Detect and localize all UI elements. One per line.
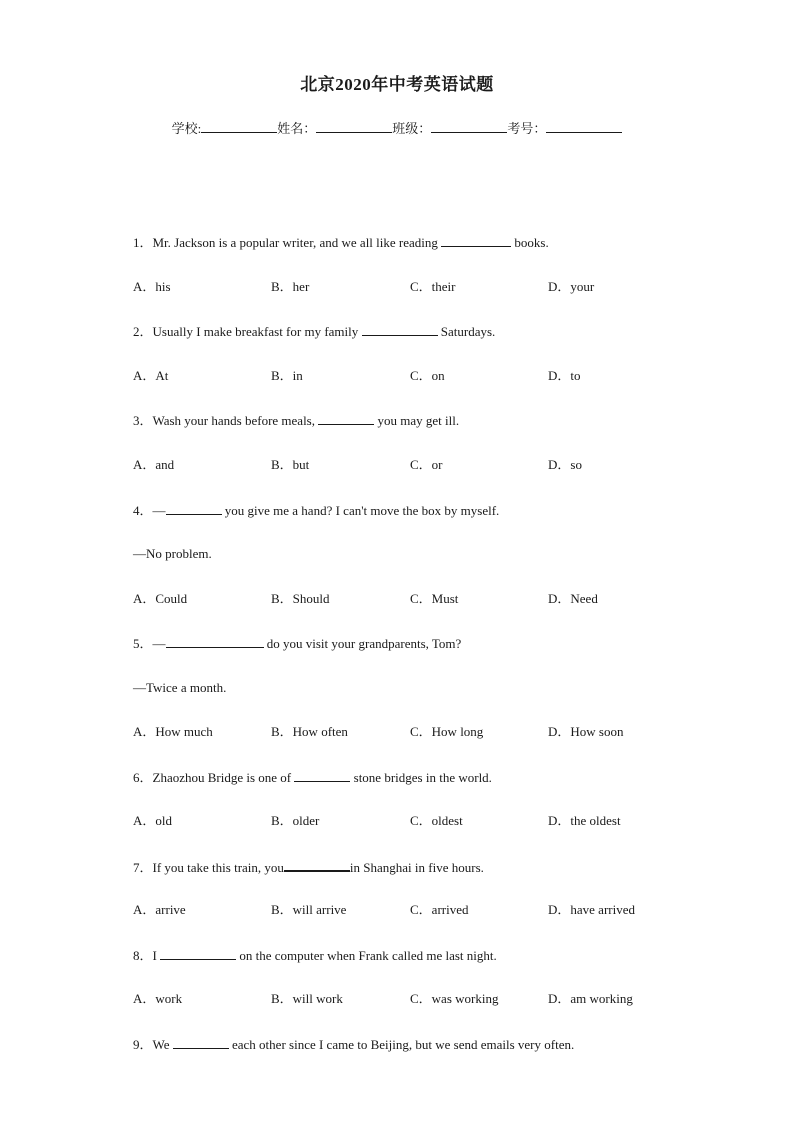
question-4 bbox=[133, 502, 499, 519]
option-c[interactable]: C．arrived bbox=[410, 902, 469, 917]
question-stem-end: books. bbox=[511, 235, 549, 250]
question-9 bbox=[133, 1036, 574, 1053]
answer-blank[interactable] bbox=[173, 1036, 229, 1049]
option-b[interactable]: B．will arrive bbox=[271, 902, 347, 917]
answer-blank[interactable] bbox=[294, 769, 350, 782]
option-d[interactable]: D．How soon bbox=[548, 724, 624, 739]
question-stem-end: each other since I came to Beijing, but we send emails very often. bbox=[228, 1037, 575, 1052]
option-a[interactable]: A．work bbox=[133, 991, 183, 1006]
option-a[interactable]: A．arrive bbox=[133, 902, 186, 917]
option-d[interactable]: D．am working bbox=[548, 991, 633, 1006]
option-c[interactable]: C．on bbox=[410, 368, 445, 383]
school-blank[interactable] bbox=[201, 120, 277, 133]
question-5 bbox=[133, 635, 461, 652]
question-6 bbox=[133, 769, 492, 786]
option-c[interactable]: C．oldest bbox=[410, 813, 463, 828]
question-stem: 2．Usually I make breakfast for my family bbox=[133, 324, 362, 339]
name-blank[interactable] bbox=[316, 120, 392, 133]
answer-blank[interactable] bbox=[318, 412, 374, 425]
question-stem-end: on the computer when Frank called me last night. bbox=[236, 948, 497, 963]
option-c[interactable]: C．Must bbox=[410, 591, 459, 606]
question-3 bbox=[133, 412, 459, 429]
option-a[interactable]: A．old bbox=[133, 813, 173, 828]
answer-blank[interactable] bbox=[284, 858, 350, 872]
exam-number-label: 考号： bbox=[507, 121, 547, 136]
question-stem: 1．Mr. Jackson is a popular writer, and we all like reading bbox=[133, 235, 442, 250]
class-blank[interactable] bbox=[431, 120, 507, 133]
option-c[interactable]: C．their bbox=[410, 279, 456, 294]
question-5-reply: —Twice a month. bbox=[133, 680, 227, 695]
question-stem: 7．If you take this train, you bbox=[133, 860, 284, 875]
option-d[interactable]: D．the oldest bbox=[548, 813, 621, 828]
answer-blank[interactable] bbox=[166, 502, 222, 515]
student-info-line bbox=[0, 118, 794, 137]
question-stem-end: Saturdays. bbox=[437, 324, 496, 339]
question-1 bbox=[133, 234, 549, 251]
question-stem-end: you give me a hand? I can't move the box by myself. bbox=[221, 503, 500, 518]
option-d[interactable]: D．your bbox=[548, 279, 595, 294]
question-stem-end: stone bridges in the world. bbox=[350, 770, 492, 785]
option-a[interactable]: A．How much bbox=[133, 724, 213, 739]
question-stem: 3．Wash your hands before meals, bbox=[133, 413, 319, 428]
answer-blank[interactable] bbox=[362, 323, 438, 336]
question-2 bbox=[133, 323, 495, 340]
question-4-reply: —No problem. bbox=[133, 546, 212, 561]
option-b[interactable]: B．but bbox=[271, 457, 310, 472]
class-label: 班级： bbox=[392, 121, 432, 136]
question-stem: 5．— bbox=[133, 636, 166, 651]
option-b[interactable]: B．older bbox=[271, 813, 320, 828]
option-a[interactable]: A．At bbox=[133, 368, 169, 383]
school-label: 学校: bbox=[171, 121, 202, 136]
option-c[interactable]: C．was working bbox=[410, 991, 499, 1006]
option-b[interactable]: B．will work bbox=[271, 991, 343, 1006]
option-b[interactable]: B．her bbox=[271, 279, 310, 294]
question-7 bbox=[133, 858, 484, 876]
option-c[interactable]: C．How long bbox=[410, 724, 484, 739]
option-d[interactable]: D．to bbox=[548, 368, 581, 383]
option-d[interactable]: D．so bbox=[548, 457, 582, 472]
option-a[interactable]: A．his bbox=[133, 279, 171, 294]
option-a[interactable]: A．and bbox=[133, 457, 175, 472]
answer-blank[interactable] bbox=[441, 234, 511, 247]
option-c[interactable]: C．or bbox=[410, 457, 443, 472]
option-a[interactable]: A．Could bbox=[133, 591, 188, 606]
answer-blank[interactable] bbox=[166, 635, 264, 648]
question-stem: 4．— bbox=[133, 503, 166, 518]
question-stem: 8．I bbox=[133, 948, 161, 963]
option-b[interactable]: B．in bbox=[271, 368, 303, 383]
question-stem-end: in Shanghai in five hours. bbox=[349, 860, 484, 875]
option-d[interactable]: D．have arrived bbox=[548, 902, 635, 917]
question-stem: 9．We bbox=[133, 1037, 173, 1052]
page-title: 北京2020年中考英语试题 bbox=[300, 75, 494, 94]
question-8 bbox=[133, 947, 497, 964]
answer-blank[interactable] bbox=[160, 947, 236, 960]
option-b[interactable]: B．Should bbox=[271, 591, 330, 606]
name-label: 姓名： bbox=[277, 121, 317, 136]
question-stem: 6．Zhaozhou Bridge is one of bbox=[133, 770, 295, 785]
question-stem-end: you may get ill. bbox=[374, 413, 460, 428]
question-stem-end: do you visit your grandparents, Tom? bbox=[263, 636, 462, 651]
exam-number-blank[interactable] bbox=[546, 120, 622, 133]
option-b[interactable]: B．How often bbox=[271, 724, 348, 739]
option-d[interactable]: D．Need bbox=[548, 591, 598, 606]
